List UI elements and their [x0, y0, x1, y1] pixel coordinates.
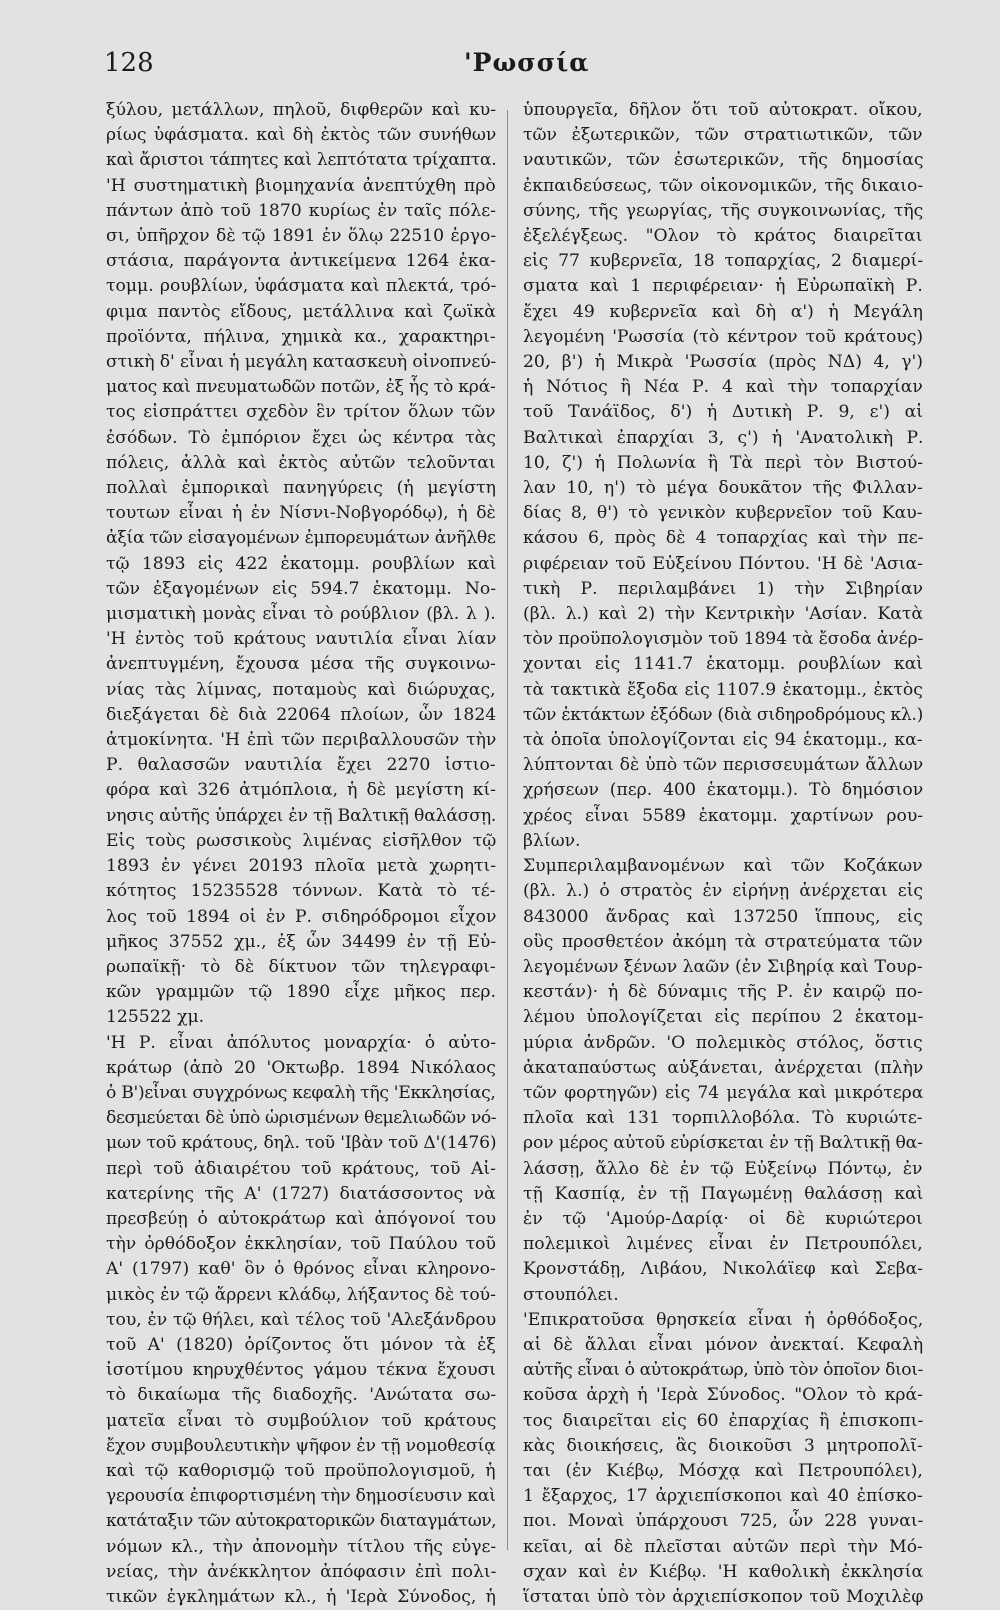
text-line: τῷ 1893 εἰς 422 ἑκατομμ. ρουβλίων καὶ: [106, 553, 496, 574]
text-line: μικὸς ἐν τῷ ἄρρενι κλάδῳ, λήξαντος δὲ τού-: [106, 1284, 496, 1305]
text-line: λύπτονται δὲ ὑπὸ τῶν περισσευμάτων ἄλλων: [523, 755, 923, 776]
text-line: ναυτικῶν, τῶν ἐσωτερικῶν, τῆς δημοσίας: [523, 150, 923, 171]
text-line: 20, β') ἡ Μικρὰ 'Ρωσσία (πρὸς ΝΔ) 4, γ'): [523, 352, 923, 373]
text-line: 125522 χμ.: [106, 1007, 205, 1028]
text-line: Κρονστάδῃ, Λιβάου, Νικολάϊεφ καὶ Σεβα-: [523, 1259, 923, 1280]
text-line: (βλ. λ.) ὁ στρατὸς ἐν εἰρήνῃ ἀνέρχεται εἰς: [523, 881, 923, 902]
text-line: ριφέρειαν τοῦ Εὐξείνου Πόντου. 'Η δὲ 'Ασια-: [523, 553, 923, 574]
column-divider: [507, 110, 508, 1550]
text-line: ὁ Β')εἶναι συγχρόνως κεφαλὴ τῆς 'Εκκλησίας,: [106, 1082, 496, 1103]
text-line: τῇ Κασπίᾳ, ἐν τῇ Παγωμένῃ θαλάσσῃ καὶ: [523, 1183, 923, 1204]
text-line: ξύλου, μετάλλων, πηλοῦ, διφθερῶν καὶ κυ-: [106, 100, 496, 120]
text-line: κὰς διοικήσεις, ἃς διοικοῦσι 3 μητροπολῖ-: [523, 1435, 923, 1456]
text-line: ποι. Μοναὶ ὑπάρχουσι 725, ὧν 228 γυναι-: [523, 1511, 923, 1532]
text-line: λαν 10, η') τὸ μέγα δουκᾶτον τῆς Φιλλαν-: [523, 478, 923, 499]
text-line: πάντων ἀπὸ τοῦ 1870 κυρίως ἐν ταῖς πόλε-: [106, 200, 496, 221]
text-line: σι, ὑπῆρχον δὲ τῷ 1891 ἐν ὅλῳ 22510 ἐργο-: [106, 226, 496, 247]
text-line: λος τοῦ 1894 οἱ ἐν Ρ. σιδηρόδρομοι εἶχον: [106, 906, 496, 927]
text-line: ἀξία τῶν εἰσαγομένων ἐμπορευμάτων ἀνῆλθε: [106, 528, 496, 549]
text-line: 843000 ἄνδρας καὶ 137250 ἵππους, εἰς: [523, 906, 923, 927]
text-line: ἰσοτίμου κηρυχθέντος γάμου τέκνα ἔχουσι: [106, 1360, 496, 1381]
text-line: Βαλτικαὶ ἐπαρχίαι 3, ς') ἡ 'Ανατολικὴ Ρ.: [523, 427, 923, 448]
text-line: περὶ τοῦ ἀδιαιρέτου τοῦ κράτους, τοῦ Αἰ-: [106, 1158, 496, 1179]
text-line: τος διαιρεῖται εἰς 60 ἐπαρχίας ἢ ἐπισκοπι-: [523, 1410, 923, 1431]
text-line: κατάταξιν τῶν αὐτοκρατορικῶν διαταγμάτων,: [106, 1511, 496, 1532]
text-line: στάσια, παράγοντα ἀντικείμενα 1264 ἑκα-: [106, 251, 496, 272]
text-line: ἡ Νότιος ἢ Νέα Ρ. 4 καὶ τὴν τοπαρχίαν: [523, 377, 923, 398]
text-line: ἐκπαιδεύσεως, τῶν οἰκονομικῶν, τῆς δικαιο-: [523, 175, 923, 196]
text-line: κῶν γραμμῶν τῷ 1890 εἶχε μῆκος περ.: [106, 982, 496, 1003]
text-line: τὰ ὁποῖα ὑπολογίζονται εἰς 94 ἑκατομμ., κα-: [523, 730, 923, 751]
text-line: 'Η Ρ. εἶναι ἀπόλυτος μοναρχία· ὁ αὐτο-: [106, 1032, 496, 1053]
text-line: φόρα καὶ 326 ἀτμόπλοια, ἡ δὲ μεγίστη κί-: [106, 780, 496, 801]
text-line: ἵσταται ὑπὸ τὸν ἀρχιεπίσκοπον τοῦ Μοχιλὲφ: [523, 1586, 923, 1607]
text-line: 'Η συστηματικὴ βιομηχανία ἀνεπτύχθη πρὸ: [106, 175, 496, 196]
text-line: ἀκαταπαύστως αὐξάνεται, ἀνέρχεται (πλὴν: [523, 1057, 923, 1078]
running-title: 'Ρωσσία: [464, 48, 590, 77]
text-line: τὸ δικαίωμα τῆς διαδοχῆς. 'Ανώτατα σω-: [106, 1385, 496, 1406]
text-line: τῶν φορτηγῶν) εἰς 74 μεγάλα καὶ μικρότερα: [523, 1082, 923, 1103]
text-line: τὴν ὀρθόδοξον ἐκκλησίαν, τοῦ Παύλου τοῦ: [106, 1234, 496, 1255]
text-line: τος εἰσπράττει σχεδὸν ἓν τρίτον ὅλων τῶν: [106, 402, 496, 423]
text-line: τοῦ Τανάϊδος, δ') ἡ Δυτικὴ Ρ. 9, ε') αἱ: [523, 402, 923, 423]
text-line: ρίως ὑφάσματα. καὶ δὴ ἐκτὸς τῶν συνήθων: [106, 125, 496, 146]
text-line: μῆκος 37552 χμ., ἐξ ὧν 34499 ἐν τῇ Εὐ-: [106, 931, 496, 952]
text-line: τοῦ Α' (1820) ὁρίζοντος ὅτι μόνον τὰ ἐξ: [106, 1334, 496, 1355]
text-line: νείας, τὴν ἀνέκκλητον ἀπόφασιν ἐπὶ πολι-: [106, 1561, 496, 1582]
text-line: βλίων.: [523, 830, 581, 851]
text-line: ται (ἐν Κιέβῳ, Μόσχᾳ καὶ Πετρουπόλει),: [523, 1460, 923, 1481]
text-line: κατερίνης τῆς Α' (1727) διατάσσοντος νὰ: [106, 1183, 496, 1204]
text-line: χρήσεων (περ. 400 ἑκατομμ.). Τὸ δημόσιον: [523, 780, 923, 801]
text-line: 1893 ἐν γένει 20193 πλοῖα μετὰ χωρητι-: [106, 856, 496, 877]
text-line: φιμα παντὸς εἴδους, μετάλλινα καὶ ζωϊκὰ: [106, 301, 496, 322]
text-line: κράτωρ (ἀπὸ 20 'Οκτωβρ. 1894 Νικόλαος: [106, 1057, 496, 1078]
text-line: καὶ τῷ καθορισμῷ τοῦ προϋπολογισμοῦ, ἡ: [106, 1460, 496, 1481]
text-line: (βλ. λ.) καὶ 2) τὴν Κεντρικὴν 'Ασίαν. Κατὰ: [523, 604, 923, 625]
text-line: μισματικὴ μονὰς εἶναι τὸ ρούβλιον (βλ. λ ).: [106, 604, 496, 625]
text-line: κότητος 15235528 τόννων. Κατὰ τὸ τέ-: [106, 881, 496, 902]
text-line: ἀτμοκίνητα. 'Η ἐπὶ τῶν περιβαλλουσῶν τὴν: [106, 730, 496, 751]
text-line: Συμπεριλαμβανομένων καὶ τῶν Κοζάκων: [523, 856, 923, 877]
text-line: λεγομένων ξένων λαῶν (ἐν Σιβηρίᾳ καὶ Τουρ-: [523, 956, 923, 977]
text-line: χονται εἰς 1141.7 ἑκατομμ. ρουβλίων καὶ: [523, 654, 923, 675]
text-line: νίας τὰς λίμνας, ποταμοὺς καὶ διώρυχας,: [106, 679, 496, 700]
text-line: κάσου 6, πρὸς δὲ 4 τοπαρχίας καὶ τὴν πε-: [523, 528, 923, 549]
text-line: πρεσβεύῃ ὁ αὐτοκράτωρ καὶ ἀπόγονοί του: [106, 1208, 496, 1229]
text-line: καὶ ἄριστοι τάπητες καὶ λεπτότατα τρίχαπτα.: [106, 150, 496, 171]
text-line: διεξάγεται δὲ διὰ 22064 πλοίων, ὧν 1824: [106, 704, 496, 725]
text-line: κεῖαι, αἱ δὲ πλεῖσται αὐτῶν περὶ τὴν Μό-: [523, 1536, 923, 1557]
text-line: ἐν τῷ 'Αμούρ-Δαρίᾳ· οἱ δὲ κυριώτεροι: [523, 1208, 923, 1229]
text-line: τῶν ἐξαγομένων εἰς 594.7 ἑκατομμ. Νο-: [106, 578, 496, 599]
text-line: τὰ τακτικὰ ἔξοδα εἰς 1107.9 ἑκατομμ., ἐκτὸς: [523, 679, 923, 700]
text-line: εἰς 77 κυβερνεῖα, 18 τοπαρχίας, 2 διαμερί-: [523, 251, 923, 272]
text-line: ματεῖα εἶναι τὸ συμβούλιον τοῦ κράτους: [106, 1410, 496, 1431]
text-line: Α' (1797) καθ' ὃν ὁ θρόνος εἶναι κληρονο-: [106, 1259, 496, 1280]
text-line: ρωπαϊκῇ· τὸ δὲ δίκτυον τῶν τηλεγραφι-: [106, 956, 496, 977]
text-line: σύνης, τῆς γεωργίας, τῆς συγκοινωνίας, τῆς: [523, 200, 923, 221]
text-line: λέμου ὑπολογίζεται εἰς περίπου 2 ἑκατομ-: [523, 1007, 923, 1028]
text-line: 'Η ἐντὸς τοῦ κράτους ναυτιλία εἶναι λίαν: [106, 629, 496, 650]
text-line: 'Επικρατοῦσα θρησκεία εἶναι ἡ ὀρθόδοξος,: [523, 1309, 923, 1330]
text-line: τικῶν ἐγκλημάτων κλ., ἡ 'Ιερὰ Σύνοδος, ἡ: [106, 1586, 496, 1607]
text-line: ἐσόδων. Τὸ ἐμπόριον ἔχει ὡς κέντρα τὰς: [106, 427, 496, 448]
text-line: οὓς προσθετέον ἀκόμη τὰ στρατεύματα τῶν: [523, 931, 923, 952]
text-line: στουπόλει.: [523, 1284, 619, 1305]
text-line: πόλεις, ἀλλὰ καὶ ἐκτὸς αὐτῶν τελοῦνται: [106, 452, 496, 473]
text-line: τῶν ἐξωτερικῶν, τῶν στρατιωτικῶν, τῶν: [523, 125, 923, 146]
text-line: νόμων κλ., τὴν ἀπονομὴν τίτλου τῆς εὐγε-: [106, 1536, 496, 1557]
text-line: του, ἐν τῷ θήλει, καὶ τέλος τοῦ 'Αλεξάνδρου: [106, 1309, 496, 1330]
text-line: χρέος εἶναι 5589 ἑκατομμ. χαρτίνων ρου-: [523, 805, 923, 826]
text-line: λάσσῃ, ἄλλο δὲ ἐν τῷ Εὐξείνῳ Πόντῳ, ἐν: [523, 1158, 923, 1179]
text-line: προϊόντα, πήλινα, χημικὰ κα., χαρακτηρι-: [106, 326, 496, 347]
text-line: ὑπουργεῖα, δῆλον ὅτι τοῦ αὐτοκρατ. οἴκου,: [523, 100, 923, 120]
text-line: δεσμεύεται δὲ ὑπὸ ὡρισμένων θεμελιωδῶν νό-: [106, 1108, 496, 1129]
text-line: πλοῖα καὶ 131 τορπιλλοβόλα. Τὸ κυριώτε-: [523, 1108, 923, 1129]
text-line: τομμ. ρουβλίων, ὑφάσματα καὶ πλεκτά, τρό-: [106, 276, 496, 297]
text-line: 10, ζ') ἡ Πολωνία ἢ Τὰ περὶ τὸν Βιστού-: [523, 452, 923, 473]
text-line: σματα καὶ 1 περιφέρειαν· ἡ Εὐρωπαϊκὴ Ρ.: [523, 276, 923, 297]
text-line: λεγομένη 'Ρωσσία (τὸ κέντρον τοῦ κράτους): [523, 326, 923, 347]
text-line: γερουσία ἐπιφορτισμένη τὴν δημοσίευσιν καὶ: [106, 1486, 496, 1507]
text-line: πολεμικοὶ λιμένες εἶναι ἐν Πετρουπόλει,: [523, 1234, 923, 1255]
text-line: μων τοῦ κράτους, δηλ. τοῦ 'Ιβὰν τοῦ Δ'(1476): [106, 1133, 496, 1154]
text-line: ἔχον συμβουλευτικὴν ψῆφον ἐν τῇ νομοθεσίᾳ: [106, 1435, 496, 1456]
text-line: ρον μέρος αὐτοῦ εὑρίσκεται ἐν τῇ Βαλτικῇ θα-: [523, 1133, 923, 1154]
page-header: [104, 46, 970, 86]
text-line: μύρια ἀνδρῶν. 'Ο πολεμικὸς στόλος, ὅστις: [523, 1032, 923, 1053]
text-line: ἐξελέγξεως. "Ολον τὸ κράτος διαιρεῖται: [523, 226, 923, 247]
text-line: σχαν καὶ ἐν Κιέβῳ. 'Η καθολικὴ ἐκκλησία: [523, 1561, 923, 1582]
left-text-column: [106, 98, 496, 1610]
text-line: τουτων εἶναι ἡ ἐν Νίσνι-Νοβγορόδῳ), ἡ δὲ: [106, 503, 496, 524]
text-line: τῶν ἐκτάκτων ἐξόδων (διὰ σιδηροδρόμους κλ.): [523, 704, 923, 725]
page-number: 128: [104, 48, 154, 78]
text-line: αὐτῆς εἶναι ὁ αὐτοκράτωρ, ὑπὸ τὸν ὁποῖον διοι-: [523, 1360, 923, 1381]
text-line: τικὴ Ρ. περιλαμβάνει 1) τὴν Σιβηρίαν: [523, 578, 923, 599]
text-line: ἔχει 49 κυβερνεῖα καὶ δὴ α') ἡ Μεγάλη: [523, 301, 923, 322]
text-line: δίας 8, θ') τὸ γενικὸν κυβερνεῖον τοῦ Καυ-: [523, 503, 923, 524]
text-line: ματος καὶ πνευματωδῶν ποτῶν, ἐξ ἧς τὸ κρά-: [106, 377, 496, 398]
text-line: Ρ. θαλασσῶν ναυτιλία ἔχει 2270 ἱστιο-: [106, 755, 496, 776]
text-line: Εἰς τοὺς ρωσσικοὺς λιμένας εἰσῆλθον τῷ: [106, 830, 496, 851]
text-line: αἱ δὲ ἄλλαι εἶναι μόνον ἀνεκταί. Κεφαλὴ: [523, 1334, 923, 1355]
text-line: πολλαὶ ἐμπορικαὶ πανηγύρεις (ἡ μεγίστη: [106, 478, 496, 499]
text-line: κεστάν)· ἡ δὲ δύναμις τῆς Ρ. ἐν καιρῷ πο-: [523, 982, 923, 1003]
text-line: κοῦσα ἀρχὴ ἡ 'Ιερὰ Σύνοδος. "Ολον τὸ κρά-: [523, 1385, 923, 1406]
right-text-column: [523, 98, 923, 1610]
text-line: 1 ἔξαρχος, 17 ἀρχιεπίσκοποι καὶ 40 ἐπίσκο-: [523, 1486, 923, 1507]
text-line: τὸν προϋπολογισμὸν τοῦ 1894 τὰ ἔσοδα ἀνέρ-: [523, 629, 923, 650]
text-line: ἀνεπτυγμένη, ἔχουσα μέσα τῆς συγκοινω-: [106, 654, 496, 675]
text-line: στικὴ δ' εἶναι ἡ μεγάλη κατασκευὴ οἰνοπνεύ-: [106, 352, 496, 373]
text-line: νησις αὐτῆς ὑπάρχει ἐν τῇ Βαλτικῇ θαλάσσῃ.: [106, 805, 496, 826]
